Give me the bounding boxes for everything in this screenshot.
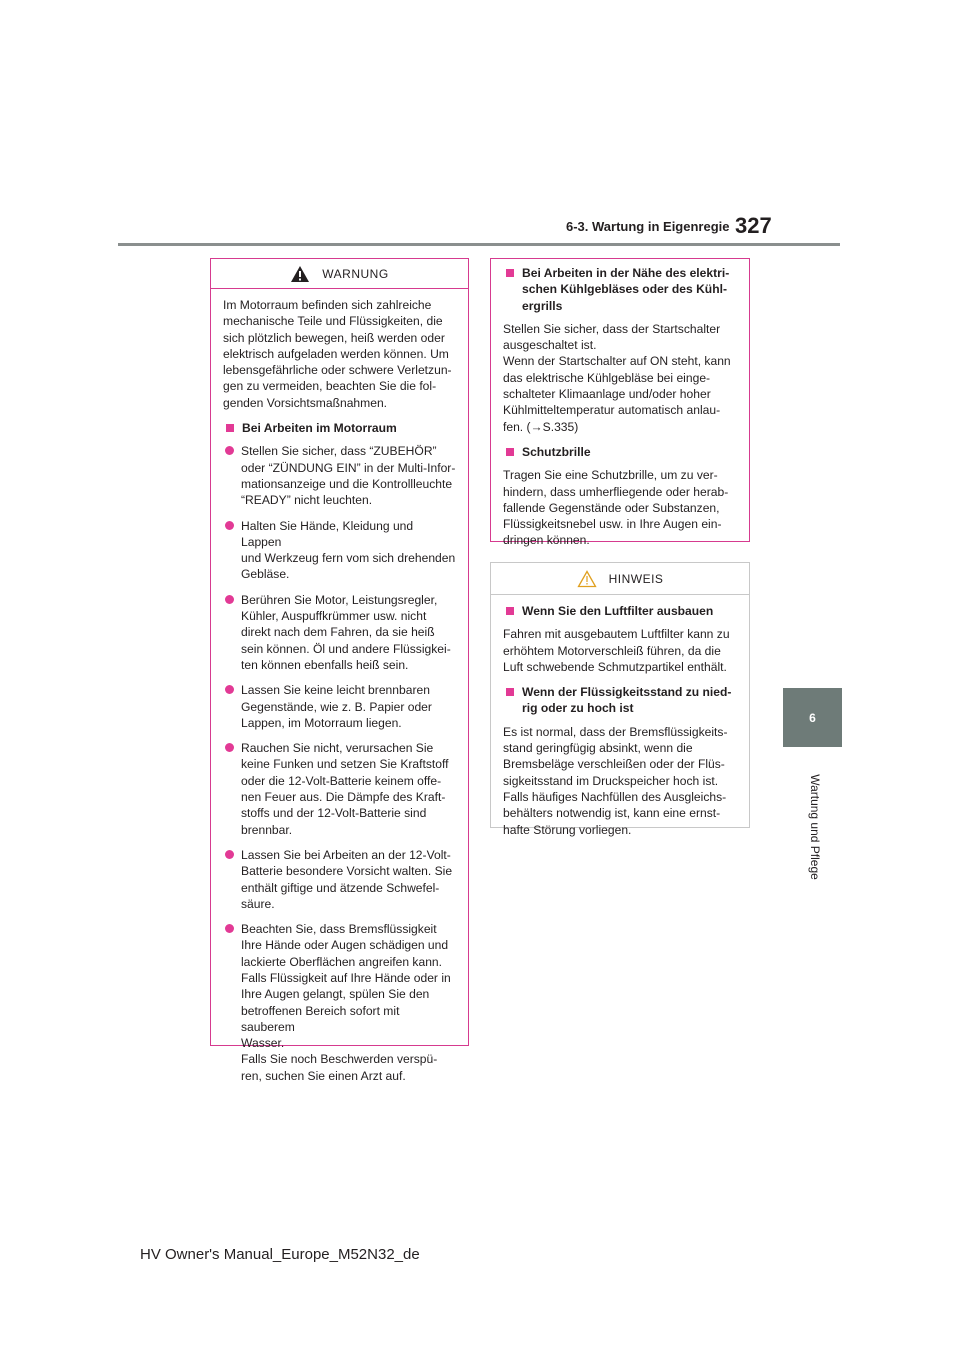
notice-text: Es ist normal, dass der Bremsflüssigkeits- stand geringfügig absinkt, wenn die Bremsbeläge verschleißen oder der Flüs- sigkeitsstand im Druckspeicher hoch ist. Falls häufiges Nachfüllen des Ausgleichs- behälters notwendig ist, kann eine ernst- hafte Störung vorliegen. — [503, 724, 728, 837]
square-bullet-icon — [226, 424, 234, 432]
safety-glasses-heading — [503, 444, 737, 460]
footer-text: HV Owner's Manual_Europe_M52N32_de — [140, 1246, 420, 1263]
warning-header — [211, 259, 468, 289]
warning-title: WARNUNG — [322, 266, 389, 281]
heading-text: Schutzbrille — [522, 444, 591, 459]
list-item — [223, 443, 456, 508]
square-bullet-icon — [506, 607, 514, 615]
heading-text: Wenn der Flüssigkeitsstand zu nied- rig oder zu hoch ist — [522, 685, 732, 716]
notice-header — [491, 563, 749, 595]
notice-title: HINWEIS — [608, 571, 664, 586]
list-item — [223, 518, 456, 583]
dot-bullet-icon — [225, 924, 234, 933]
chapter-tab — [783, 688, 842, 747]
list-item-text: Halten Sie Hände, Kleidung und Lappen und Werkzeug fern vom sich drehenden Gebläse. — [241, 518, 456, 582]
list-item-text: Beachten Sie, dass Bremsflüssigkeit Ihre Hände oder Augen schädigen und lackierte Oberflächen angreifen kann. Falls Flüssigkeit auf Ihre Hände oder in Ihre Augen gelangt, spülen Sie den betroffenen Bereich sofort mit sauberem Wasser. Falls Sie noch Beschwerden verspü- ren, suchen Sie einen Arzt auf. — [241, 922, 451, 1083]
page-number: 327 — [735, 213, 772, 238]
notice-box — [490, 562, 750, 837]
warning-heading-text: Bei Arbeiten im Motorraum — [242, 421, 397, 436]
warning-intro: Im Motorraum befinden sich zahlreiche mechanische Teile und Flüssigkeiten, die sich plötzlich bewegen, heiß werden oder elektrisch aufgeladen werden können. Um lebensgefährliche oder schwere Verletzun- gen zu vermeiden, beachten Sie die fol- genden Vorsichtsmaßnahmen. — [223, 298, 452, 410]
warning-continued-text: Stellen Sie sicher, dass der Startschalter ausgeschaltet ist. Wenn der Startschalter auf ON steht, kann das elektrische Kühlgebläse bei einge- schalteter Klimaanlage und/oder hoher Kühlmitteltemperatur automatisch anlau- fen. (→S.335) — [503, 321, 731, 434]
notice-text: Fahren mit ausgebautem Luftfilter kann zu erhöhtem Motorverschleiß führen, da die Luft schwebende Schmutzpartikel enthält. — [503, 627, 730, 674]
warning-continued-box — [490, 258, 750, 548]
list-item-text: Berühren Sie Motor, Leistungsregler, Kühler, Auspuffkrümmer usw. nicht direkt nach dem Fahren, da sie heiß sein können. Öl und andere Flüssigkei- ten können ebenfalls heiß sein. — [241, 592, 451, 672]
caution-triangle-icon — [577, 570, 597, 588]
warning-heading — [223, 420, 456, 436]
dot-bullet-icon — [225, 521, 234, 530]
warning-triangle-icon — [290, 265, 310, 283]
list-item-text: Lassen Sie bei Arbeiten an der 12-Volt- Batterie besondere Vorsicht walten. Sie enthält giftige und ätzende Schwefel- säure. — [241, 847, 453, 911]
list-item-text: Stellen Sie sicher, dass “ZUBEHÖR” oder “ZÜNDUNG EIN” in der Multi-Infor- mationsanzeige und die Kontrollleuchte “READY” nicht leuchten. — [241, 444, 456, 508]
list-item-text: Lassen Sie keine leicht brennbaren Gegenstände, wie z. B. Papier oder Lappen, im Motorraum liegen. — [241, 683, 432, 730]
list-item — [223, 847, 456, 912]
square-bullet-icon — [506, 688, 514, 696]
list-item — [223, 592, 456, 673]
dot-bullet-icon — [225, 595, 234, 604]
dot-bullet-icon — [225, 685, 234, 694]
safety-glasses-text: Tragen Sie eine Schutzbrille, um zu ver- hindern, dass umherfliegende oder herab- fallende Gegenstände oder Substanzen, Flüssigkeitsnebel usw. in Ihre Augen ein- dringen können. — [503, 468, 729, 548]
heading-text: Bei Arbeiten in der Nähe des elektri- schen Kühlgebläses oder des Kühl- ergrills — [522, 266, 730, 313]
warning-box — [210, 258, 469, 1083]
dot-bullet-icon — [225, 743, 234, 752]
list-item — [223, 682, 456, 731]
warning-continued-heading — [503, 265, 737, 314]
notice-heading — [503, 603, 737, 619]
notice-heading — [503, 684, 737, 717]
square-bullet-icon — [506, 448, 514, 456]
square-bullet-icon — [506, 269, 514, 277]
header-rule — [118, 243, 840, 246]
chapter-label: Wartung und Pflege — [808, 774, 822, 880]
heading-text: Wenn Sie den Luftfilter ausbauen — [522, 604, 714, 618]
dot-bullet-icon — [225, 850, 234, 859]
dot-bullet-icon — [225, 446, 234, 455]
section-title: 6-3. Wartung in Eigenregie — [566, 219, 730, 234]
list-item — [223, 921, 456, 1084]
list-item — [223, 740, 456, 838]
chapter-number: 6 — [809, 710, 816, 725]
list-item-text: Rauchen Sie nicht, verursachen Sie keine Funken und setzen Sie Kraftstoff oder die 12-Volt-Batterie keinem offe- nen Feuer aus. Die Dämpfe des Kraft- stoffs und der 12-Volt-Batterie sind brennbar. — [241, 741, 449, 837]
